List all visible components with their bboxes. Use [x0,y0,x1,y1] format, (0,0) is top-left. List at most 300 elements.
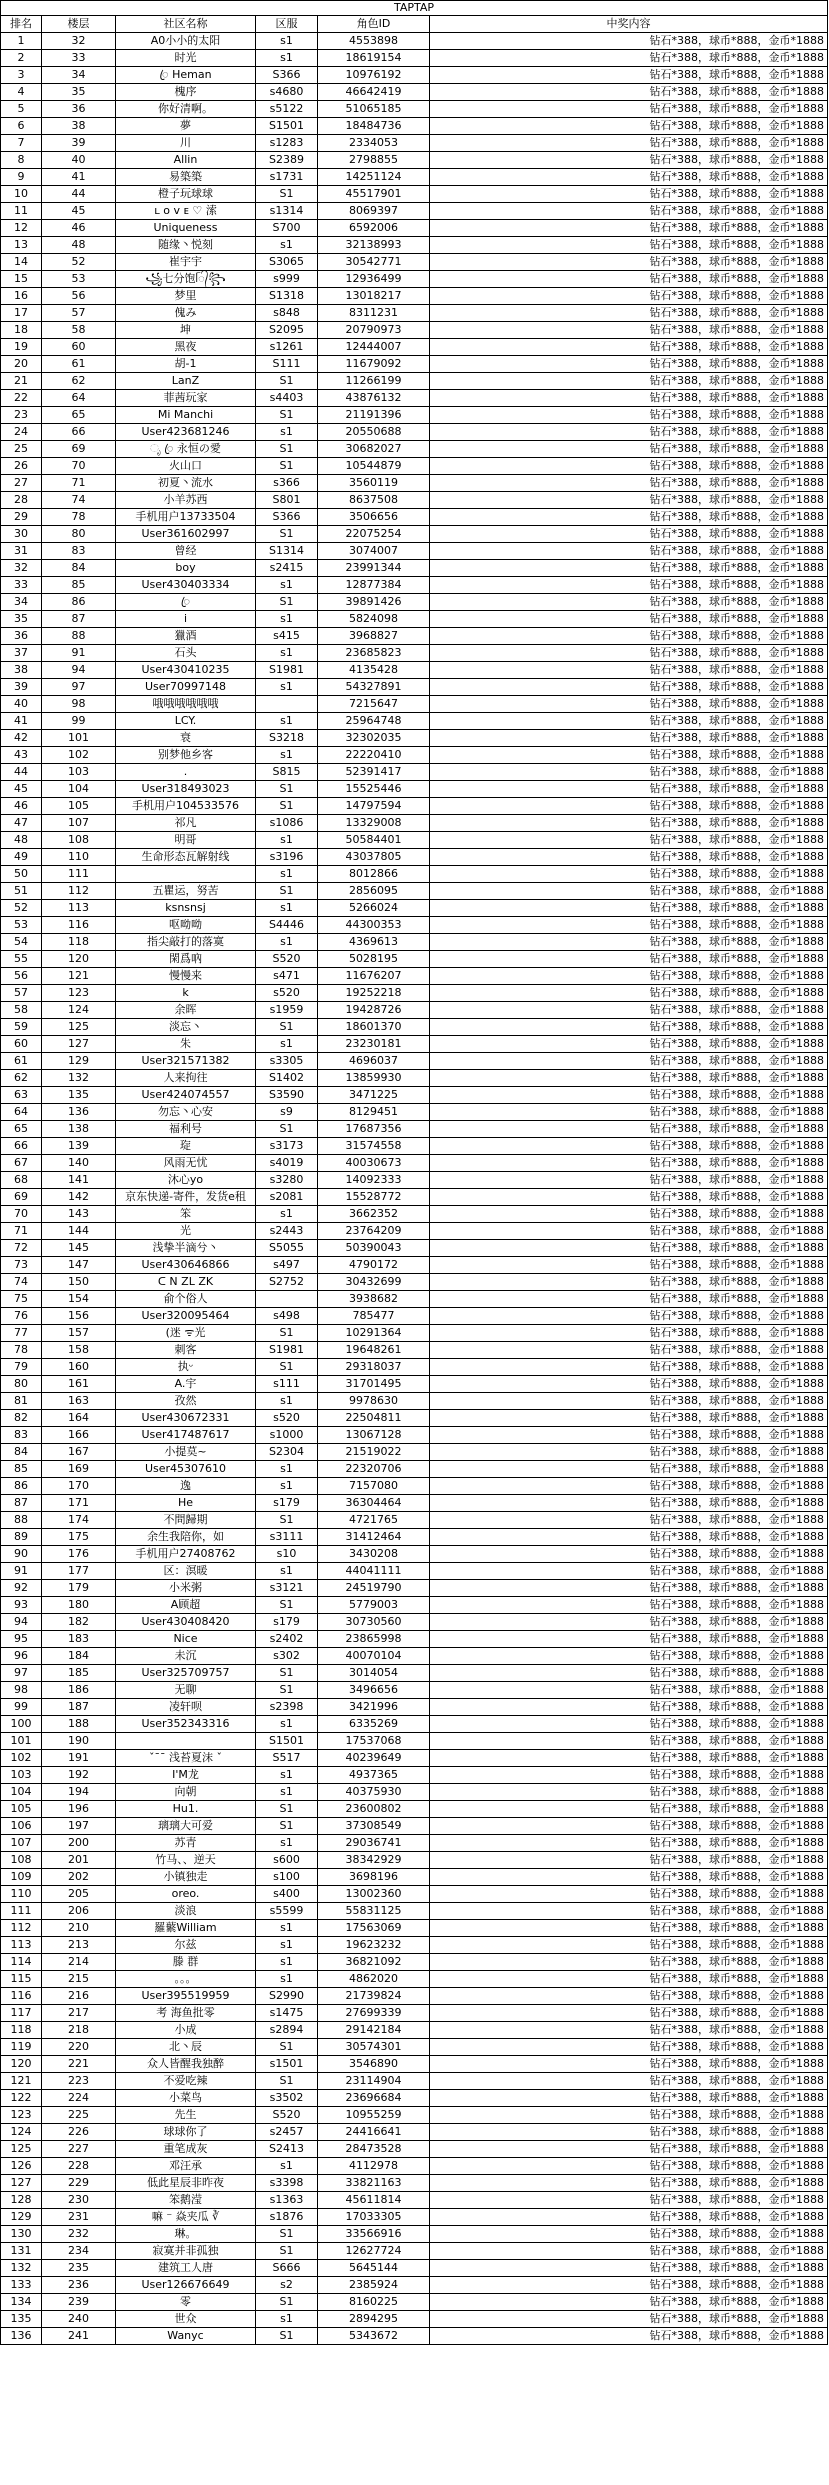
cell-floor: 56 [42,288,116,305]
cell-rank: 19 [1,339,42,356]
table-row [1,1189,828,1206]
cell-community-name: Allin [116,152,256,169]
cell-role-id: 2798855 [318,152,430,169]
cell-community-name: 世众 [116,2311,256,2328]
table-row [1,1019,828,1036]
cell-prize: 钻石*388，球币*888，金币*1888 [430,1053,828,1070]
cell-prize: 钻石*388，球币*888，金币*1888 [430,730,828,747]
cell-role-id: 3698196 [318,1869,430,1886]
cell-community-name: 傀み [116,305,256,322]
cell-floor: 147 [42,1257,116,1274]
cell-floor: 71 [42,475,116,492]
cell-rank: 135 [1,2311,42,2328]
table-row [1,1393,828,1410]
cell-prize: 钻石*388，球币*888，金币*1888 [430,271,828,288]
cell-server: s3111 [256,1529,318,1546]
cell-role-id: 13859930 [318,1070,430,1087]
cell-server: s1086 [256,815,318,832]
cell-community-name: ksnsnsj [116,900,256,917]
cell-floor: 85 [42,577,116,594]
table-row [1,1869,828,1886]
cell-floor: 176 [42,1546,116,1563]
table-row [1,1563,828,1580]
table-row [1,1937,828,1954]
cell-community-name: ꧁七分饱ᥬ᭄꧂ [116,271,256,288]
cell-floor: 196 [42,1801,116,1818]
cell-server: S2389 [256,152,318,169]
cell-rank: 43 [1,747,42,764]
cell-community-name: Mi Manchi [116,407,256,424]
cell-community-name: 邓汪承 [116,2158,256,2175]
cell-rank: 68 [1,1172,42,1189]
cell-rank: 113 [1,1937,42,1954]
cell-community-name: User430403334 [116,577,256,594]
cell-community-name: 琳。 [116,2226,256,2243]
cell-floor: 121 [42,968,116,985]
cell-role-id: 3421996 [318,1699,430,1716]
cell-floor: 190 [42,1733,116,1750]
cell-role-id: 17687356 [318,1121,430,1138]
cell-prize: 钻石*388，球币*888，金币*1888 [430,747,828,764]
cell-community-name: User430410235 [116,662,256,679]
cell-server: S1314 [256,543,318,560]
cell-floor: 188 [42,1716,116,1733]
table-row [1,1580,828,1597]
table-row [1,1342,828,1359]
cell-server: S520 [256,951,318,968]
cell-role-id: 23991344 [318,560,430,577]
cell-community-name: k [116,985,256,1002]
cell-prize: 钻石*388，球币*888，金币*1888 [430,1121,828,1138]
cell-role-id: 19428726 [318,1002,430,1019]
cell-floor: 185 [42,1665,116,1682]
cell-floor: 223 [42,2073,116,2090]
cell-server: s848 [256,305,318,322]
cell-community-name: 曾经 [116,543,256,560]
cell-prize: 钻石*388，球币*888，金币*1888 [430,1631,828,1648]
table-row [1,2328,828,2345]
cell-server: s1 [256,1767,318,1784]
cell-rank: 9 [1,169,42,186]
table-row [1,1155,828,1172]
cell-server: S815 [256,764,318,781]
cell-prize: 钻石*388，球币*888，金币*1888 [430,611,828,628]
cell-rank: 63 [1,1087,42,1104]
cell-community-name: . [116,764,256,781]
cell-prize: 钻石*388，球币*888，金币*1888 [430,645,828,662]
cell-rank: 47 [1,815,42,832]
cell-server: S1 [256,2073,318,2090]
cell-rank: 78 [1,1342,42,1359]
cell-community-name: 低此星辰非昨夜 [116,2175,256,2192]
cell-role-id: 8637508 [318,492,430,509]
cell-role-id: 13018217 [318,288,430,305]
table-row [1,1121,828,1138]
cell-server: s1 [256,33,318,50]
cell-prize: 钻石*388，球币*888，金币*1888 [430,1750,828,1767]
cell-server: s179 [256,1614,318,1631]
cell-community-name: 明哥 [116,832,256,849]
cell-server: S1501 [256,1733,318,1750]
cell-rank: 92 [1,1580,42,1597]
cell-role-id: 24519790 [318,1580,430,1597]
cell-prize: 钻石*388，球币*888，金币*1888 [430,900,828,917]
table-row [1,730,828,747]
table-row [1,2056,828,2073]
cell-rank: 39 [1,679,42,696]
cell-role-id: 23114904 [318,2073,430,2090]
cell-server: s1 [256,50,318,67]
cell-rank: 27 [1,475,42,492]
cell-community-name: 石头 [116,645,256,662]
cell-rank: 132 [1,2260,42,2277]
cell-floor: 194 [42,1784,116,1801]
cell-rank: 89 [1,1529,42,1546]
table-row [1,2192,828,2209]
cell-prize: 钻石*388，球币*888，金币*1888 [430,866,828,883]
cell-rank: 85 [1,1461,42,1478]
table-row [1,2209,828,2226]
header-rank: 排名 [1,16,42,33]
cell-community-name: i [116,611,256,628]
table-row [1,1733,828,1750]
cell-role-id: 14092333 [318,1172,430,1189]
cell-role-id: 13002360 [318,1886,430,1903]
cell-role-id: 37308549 [318,1818,430,1835]
table-row [1,543,828,560]
cell-role-id: 5824098 [318,611,430,628]
cell-server: s5599 [256,1903,318,1920]
cell-community-name: 余晖 [116,1002,256,1019]
table-row [1,186,828,203]
cell-rank: 79 [1,1359,42,1376]
cell-role-id: 4369613 [318,934,430,951]
cell-rank: 120 [1,2056,42,2073]
cell-server: s9 [256,1104,318,1121]
cell-server: s5122 [256,101,318,118]
table-title: TAPTAP [1,1,828,16]
cell-prize: 钻石*388，球币*888，金币*1888 [430,152,828,169]
cell-server: s3398 [256,2175,318,2192]
cell-prize: 钻石*388，球币*888，金币*1888 [430,84,828,101]
cell-prize: 钻石*388，球币*888，金币*1888 [430,33,828,50]
cell-role-id: 17537068 [318,1733,430,1750]
cell-role-id: 2856095 [318,883,430,900]
cell-server: s600 [256,1852,318,1869]
cell-community-name: 苏青 [116,1835,256,1852]
header-community-name: 社区名称 [116,16,256,33]
table-row [1,67,828,84]
cell-prize: 钻石*388，球币*888，金币*1888 [430,1376,828,1393]
cell-community-name: 众人皆醒我独醉 [116,2056,256,2073]
cell-rank: 65 [1,1121,42,1138]
cell-server: s1 [256,1937,318,1954]
cell-prize: 钻石*388，球币*888，金币*1888 [430,2192,828,2209]
cell-rank: 13 [1,237,42,254]
cell-community-name: 淡忘丶 [116,1019,256,1036]
cell-rank: 91 [1,1563,42,1580]
cell-prize: 钻石*388，球币*888，金币*1888 [430,679,828,696]
cell-prize: 钻石*388，球币*888，金币*1888 [430,1325,828,1342]
cell-rank: 66 [1,1138,42,1155]
table-row [1,1529,828,1546]
cell-rank: 133 [1,2277,42,2294]
cell-prize: 钻石*388，球币*888，金币*1888 [430,2175,828,2192]
cell-prize: 钻石*388，球币*888，金币*1888 [430,2311,828,2328]
cell-prize: 钻石*388，球币*888，金币*1888 [430,67,828,84]
cell-community-name: Uniqueness [116,220,256,237]
table-row [1,339,828,356]
cell-community-name: User430408420 [116,1614,256,1631]
cell-prize: 钻石*388，球币*888，金币*1888 [430,1002,828,1019]
cell-floor: 224 [42,2090,116,2107]
cell-community-name: 勿忘丶心安 [116,1104,256,1121]
cell-floor: 105 [42,798,116,815]
cell-server: s4680 [256,84,318,101]
cell-prize: 钻石*388，球币*888，金币*1888 [430,662,828,679]
table-row [1,50,828,67]
cell-prize: 钻石*388，球币*888，金币*1888 [430,1393,828,1410]
cell-rank: 136 [1,2328,42,2345]
cell-floor: 145 [42,1240,116,1257]
table-row [1,1631,828,1648]
cell-floor: 88 [42,628,116,645]
cell-role-id: 21519022 [318,1444,430,1461]
cell-floor: 177 [42,1563,116,1580]
cell-server: s471 [256,968,318,985]
cell-prize: 钻石*388，球币*888，金币*1888 [430,1665,828,1682]
cell-floor: 78 [42,509,116,526]
cell-community-name [116,866,256,883]
cell-prize: 钻石*388，球币*888，金币*1888 [430,1359,828,1376]
cell-role-id: 3014054 [318,1665,430,1682]
cell-server: S520 [256,2107,318,2124]
cell-community-name: 别梦他乡客 [116,747,256,764]
cell-rank: 14 [1,254,42,271]
table-row [1,2158,828,2175]
cell-community-name: 向朝 [116,1784,256,1801]
cell-floor: 167 [42,1444,116,1461]
cell-role-id: 21191396 [318,407,430,424]
cell-community-name: 不問歸期 [116,1512,256,1529]
cell-role-id: 33566916 [318,2226,430,2243]
cell-role-id: 8012866 [318,866,430,883]
cell-rank: 105 [1,1801,42,1818]
cell-role-id: 6335269 [318,1716,430,1733]
cell-community-name: ꦿ [116,594,256,611]
cell-role-id: 20550688 [318,424,430,441]
cell-role-id: 21739824 [318,1988,430,2005]
cell-prize: 钻石*388，球币*888，金币*1888 [430,203,828,220]
table-row [1,611,828,628]
cell-role-id: 8129451 [318,1104,430,1121]
cell-server: s2402 [256,1631,318,1648]
cell-role-id: 10291364 [318,1325,430,1342]
cell-rank: 4 [1,84,42,101]
cell-server: s1 [256,2311,318,2328]
cell-role-id: 23600802 [318,1801,430,1818]
cell-rank: 16 [1,288,42,305]
cell-prize: 钻石*388，球币*888，金币*1888 [430,1172,828,1189]
cell-floor: 161 [42,1376,116,1393]
cell-role-id: 45517901 [318,186,430,203]
cell-prize: 钻石*388，球币*888，金币*1888 [430,1886,828,1903]
cell-role-id: 4696037 [318,1053,430,1070]
table-row [1,1886,828,1903]
cell-prize: 钻石*388，球币*888，金币*1888 [430,2073,828,2090]
cell-floor: 46 [42,220,116,237]
table-row [1,2107,828,2124]
table-row [1,373,828,390]
cell-community-name: 京东快递-寄件，发货e租 [116,1189,256,1206]
cell-floor: 202 [42,1869,116,1886]
cell-server: s3280 [256,1172,318,1189]
cell-floor: 241 [42,2328,116,2345]
cell-rank: 119 [1,2039,42,2056]
cell-prize: 钻石*388，球币*888，金币*1888 [430,1597,828,1614]
cell-community-name: 人来拘往 [116,1070,256,1087]
cell-community-name: ꦿ Heman [116,67,256,84]
cell-role-id: 12877384 [318,577,430,594]
cell-prize: 钻石*388，球币*888，金币*1888 [430,305,828,322]
cell-floor: 174 [42,1512,116,1529]
table-row [1,1478,828,1495]
cell-rank: 26 [1,458,42,475]
cell-server: s1363 [256,2192,318,2209]
cell-role-id: 3560119 [318,475,430,492]
cell-prize: 钻石*388，球币*888，金币*1888 [430,781,828,798]
cell-prize: 钻石*388，球币*888，金币*1888 [430,1920,828,1937]
cell-rank: 115 [1,1971,42,1988]
cell-community-name: User45307610 [116,1461,256,1478]
cell-prize: 钻石*388，球币*888，金币*1888 [430,475,828,492]
cell-community-name: 北丶辰 [116,2039,256,2056]
cell-server: s1 [256,1716,318,1733]
cell-rank: 36 [1,628,42,645]
cell-prize: 钻石*388，球币*888，金币*1888 [430,1903,828,1920]
cell-prize: 钻石*388，球币*888，金币*1888 [430,594,828,611]
cell-rank: 90 [1,1546,42,1563]
cell-server: S111 [256,356,318,373]
cell-rank: 21 [1,373,42,390]
cell-role-id: 30542771 [318,254,430,271]
cell-rank: 44 [1,764,42,781]
table-row [1,1444,828,1461]
cell-role-id: 2334053 [318,135,430,152]
table-row [1,509,828,526]
table-row [1,1104,828,1121]
table-row [1,1359,828,1376]
cell-floor: 205 [42,1886,116,1903]
table-row [1,985,828,1002]
cell-role-id: 43037805 [318,849,430,866]
cell-rank: 109 [1,1869,42,1886]
cell-community-name: 刺客 [116,1342,256,1359]
cell-community-name: 凌轩呗 [116,1699,256,1716]
cell-prize: 钻石*388，球币*888，金币*1888 [430,254,828,271]
cell-prize: 钻石*388，球币*888，金币*1888 [430,1801,828,1818]
cell-floor: 104 [42,781,116,798]
cell-server: s520 [256,1410,318,1427]
cell-floor: 228 [42,2158,116,2175]
cell-server: s1 [256,1206,318,1223]
cell-role-id: 5343672 [318,2328,430,2345]
cell-rank: 134 [1,2294,42,2311]
table-row [1,1410,828,1427]
cell-floor: 41 [42,169,116,186]
cell-prize: 钻石*388，球币*888，金币*1888 [430,934,828,951]
cell-role-id: 23865998 [318,1631,430,1648]
cell-server: s1000 [256,1427,318,1444]
cell-community-name: 指尖敲打的落寞 [116,934,256,951]
cell-rank: 12 [1,220,42,237]
table-row [1,101,828,118]
cell-prize: 钻石*388，球币*888，金币*1888 [430,1648,828,1665]
table-row [1,1257,828,1274]
cell-floor: 158 [42,1342,116,1359]
cell-floor: 60 [42,339,116,356]
cell-prize: 钻石*388，球币*888，金币*1888 [430,815,828,832]
cell-floor: 108 [42,832,116,849]
cell-community-name: Wanyc [116,2328,256,2345]
cell-prize: 钻石*388，球币*888，金币*1888 [430,1733,828,1750]
cell-role-id: 39891426 [318,594,430,611]
cell-rank: 56 [1,968,42,985]
cell-community-name: 小成 [116,2022,256,2039]
cell-rank: 67 [1,1155,42,1172]
cell-role-id: 43876132 [318,390,430,407]
cell-role-id: 12444007 [318,339,430,356]
table-row [1,237,828,254]
cell-prize: 钻石*388，球币*888，金币*1888 [430,1971,828,1988]
cell-role-id: 19648261 [318,1342,430,1359]
cell-community-name: 羅蘩William [116,1920,256,1937]
cell-rank: 122 [1,2090,42,2107]
cell-floor: 62 [42,373,116,390]
cell-community-name: I'M龙 [116,1767,256,1784]
cell-role-id: 23696684 [318,2090,430,2107]
cell-server: s1 [256,866,318,883]
cell-floor: 44 [42,186,116,203]
cell-role-id: 7157080 [318,1478,430,1495]
cell-floor: 124 [42,1002,116,1019]
cell-rank: 121 [1,2073,42,2090]
table-row [1,1240,828,1257]
cell-prize: 钻石*388，球币*888，金币*1888 [430,849,828,866]
cell-prize: 钻石*388，球币*888，金币*1888 [430,1835,828,1852]
cell-floor: 52 [42,254,116,271]
cell-prize: 钻石*388，球币*888，金币*1888 [430,1478,828,1495]
cell-prize: 钻石*388，球币*888，金币*1888 [430,1495,828,1512]
cell-floor: 215 [42,1971,116,1988]
cell-server: S1501 [256,118,318,135]
cell-floor: 235 [42,2260,116,2277]
table-row [1,2141,828,2158]
cell-rank: 131 [1,2243,42,2260]
cell-server: s1501 [256,2056,318,2073]
cell-floor: 216 [42,1988,116,2005]
cell-community-name: 梦里 [116,288,256,305]
cell-prize: 钻石*388，球币*888，金币*1888 [430,985,828,1002]
table-row [1,1920,828,1937]
cell-server: s1876 [256,2209,318,2226]
cell-server: s498 [256,1308,318,1325]
cell-rank: 123 [1,2107,42,2124]
table-row [1,1903,828,1920]
cell-server: S1 [256,1121,318,1138]
cell-role-id: 36821092 [318,1954,430,1971]
cell-rank: 86 [1,1478,42,1495]
